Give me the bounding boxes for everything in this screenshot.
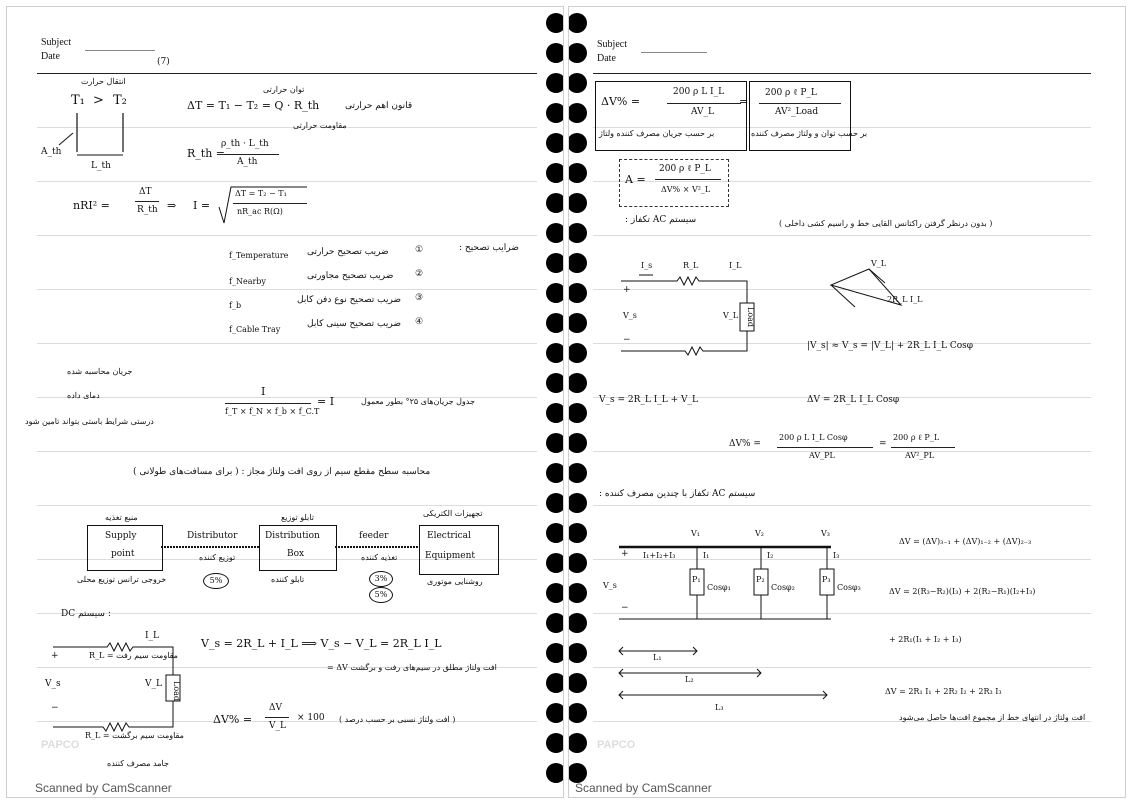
factor-burial-symbol: f_b bbox=[229, 301, 242, 310]
dc-bottom-note: جامد مصرف کننده bbox=[107, 759, 169, 768]
left-subject-label: Subject bbox=[41, 37, 71, 48]
factor-4-number: ④ bbox=[415, 317, 424, 327]
t2-label: T₂ bbox=[113, 93, 127, 108]
nri-lhs: nRI² = bbox=[73, 199, 110, 212]
binding-hole bbox=[546, 583, 564, 603]
box1-note: بر حسب جریان مصرف کننده ولتاژ bbox=[599, 129, 715, 138]
ac-single-phase-remark: ( بدون درنظر گرفتن راکتانس القایی خط و راسیم کشی داخلی ) bbox=[779, 219, 993, 228]
ac-percent-lhs: ΔV% = bbox=[729, 439, 761, 449]
right-date-label: Date bbox=[597, 53, 616, 64]
ac-percent-den-2: AV²_PL bbox=[905, 451, 935, 460]
dist-box-line-2: Box bbox=[287, 549, 305, 559]
nri-numerator: ΔT bbox=[139, 187, 152, 197]
camscanner-footer: Scanned by CamScanner bbox=[575, 781, 712, 795]
binding-hole bbox=[568, 733, 587, 753]
right-subject-label: Subject bbox=[597, 39, 627, 50]
dc-rl-top-note: R_L = مقاومت سیم رفت bbox=[89, 651, 178, 660]
length-l3: L₃ bbox=[715, 703, 724, 712]
ac-load-label: Load bbox=[746, 307, 755, 328]
current-table-note: جدول جریان‌های ۲۵° بطور معمول bbox=[361, 397, 475, 406]
dc-source-voltage: V_s bbox=[45, 679, 61, 689]
multi-equation-2: ΔV = 2(R₃−R₂)(I₃) + 2(R₂−R₁)(I₂+I₃) bbox=[889, 587, 1036, 596]
dc-load-label: Load bbox=[172, 681, 181, 702]
box1-lhs: ΔV% = bbox=[601, 95, 641, 108]
factor-temperature-text: ضریب تصحیح حرارتی bbox=[307, 247, 389, 257]
ac-load-voltage: V_L bbox=[723, 311, 739, 320]
dc-equation-1-note: افت ولتاژ مطلق در سیم‌های رفت و برگشت ΔV = bbox=[327, 663, 497, 672]
length-l2: L₂ bbox=[685, 675, 694, 684]
multi-load-circuit bbox=[569, 7, 1125, 727]
multi-equation-note: افت ولتاژ در انتهای خط از مجموع افت‌ها حاصل می‌شود bbox=[899, 713, 1086, 722]
sqrt-numerator: ΔT = T₂ − T₁ bbox=[235, 189, 287, 198]
binding-hole bbox=[546, 523, 564, 543]
supply-line-1: Supply bbox=[105, 531, 137, 541]
thermal-power-note: توان حرارتی bbox=[263, 85, 305, 94]
dist-box-line-1: Distribution bbox=[265, 531, 320, 541]
branch-current-3: I₃ bbox=[833, 551, 840, 560]
binding-hole bbox=[546, 763, 564, 783]
dc-percent-denominator: V_L bbox=[269, 721, 286, 731]
binding-hole bbox=[546, 613, 564, 633]
ac-percent-num-1: 200 ρ L I_L Cosφ bbox=[779, 433, 848, 442]
dist-box-top-note: تابلو توزیع bbox=[281, 513, 314, 522]
ac-line-resistance-top: R_L bbox=[683, 261, 699, 270]
rth-denominator: A_th bbox=[237, 157, 258, 167]
correction-factors-title: ضرایب تصحیح : bbox=[459, 243, 519, 253]
factor-cable-tray-text: ضریب تصحیح سینی کابل bbox=[307, 319, 401, 329]
feeder-percent-a: 3% bbox=[369, 571, 393, 587]
ac-percent-num-2: 200 ρ ℓ P_L bbox=[893, 433, 940, 442]
load-pf-1: Cosφ₁ bbox=[707, 583, 731, 592]
branch-current-2: I₂ bbox=[767, 551, 774, 560]
binding-hole bbox=[546, 223, 564, 243]
rth-numerator: ρ_th · L_th bbox=[221, 139, 269, 149]
dc-percent-numerator: ΔV bbox=[269, 703, 282, 713]
multi-plus-sign: + bbox=[621, 549, 629, 559]
binding-hole bbox=[546, 343, 564, 363]
equip-bottom-note: روشنایی موتوری bbox=[427, 577, 483, 586]
ac-percent-equals: = bbox=[879, 439, 887, 449]
factor-cable-tray-symbol: f_Cable Tray bbox=[229, 325, 281, 334]
equip-line-1: Electrical bbox=[427, 531, 471, 541]
binding-hole bbox=[546, 43, 564, 63]
dc-percent-fraction-bar bbox=[265, 717, 289, 718]
factor-temperature-symbol: f_Temperature bbox=[229, 251, 289, 260]
factor-2-number: ② bbox=[415, 269, 424, 279]
dc-load-current: I_L bbox=[145, 631, 160, 641]
left-date-label: Date bbox=[41, 51, 60, 62]
dist-box-bottom-note: تابلو کننده bbox=[271, 575, 305, 584]
dc-minus-sign: − bbox=[51, 703, 59, 713]
binding-hole bbox=[546, 703, 564, 723]
heat-transfer-note: انتقال حرارت bbox=[81, 77, 126, 86]
box2-note: بر حسب توان و ولتاژ مصرف کننده bbox=[751, 129, 868, 138]
ac-plus-sign: + bbox=[623, 285, 631, 295]
current-numerator: I bbox=[261, 385, 266, 398]
binding-hole bbox=[546, 73, 564, 93]
factor-nearby-text: ضریب تصحیح مجاورتی bbox=[307, 271, 394, 281]
load-pf-3: Cosφ₃ bbox=[837, 583, 861, 592]
distributor-label: Distributor bbox=[187, 531, 238, 541]
box2-equals: = bbox=[739, 95, 749, 108]
greater-than: > bbox=[93, 93, 104, 108]
thermal-ohm-law-note: قانون اهم حرارتی bbox=[345, 101, 413, 111]
ac-equation-1: |V_s| ≈ V_s = |V_L| + 2R_L I_L Cosφ bbox=[807, 341, 974, 351]
binding-hole bbox=[546, 673, 564, 693]
dc-equation-1: V_s = 2R_L + I_L ⟹ V_s − V_L = 2R_L I_L bbox=[201, 637, 442, 650]
box2-denominator: AV²_Load bbox=[775, 107, 819, 117]
binding-hole bbox=[546, 403, 564, 423]
factor-1-number: ① bbox=[415, 245, 424, 255]
feeder-fa: تغذیه کننده bbox=[361, 553, 398, 562]
camscanner-footer: Scanned by CamScanner bbox=[35, 781, 172, 795]
sqrt-denominator: nR_ac R(Ω) bbox=[237, 207, 283, 216]
binding-hole bbox=[546, 313, 564, 333]
ac-single-phase-title: سیستم AC تکفاز : bbox=[625, 215, 697, 225]
current-equals: = I bbox=[317, 395, 335, 408]
dc-plus-sign: + bbox=[51, 651, 59, 661]
load-p3: P₃ bbox=[822, 575, 831, 584]
length-l1: L₁ bbox=[653, 653, 662, 662]
distributor-fa: توزیع کننده bbox=[199, 553, 236, 562]
phasor-drop-label: 2R_L I_L bbox=[887, 295, 923, 304]
current-lhs: I = bbox=[193, 199, 211, 212]
ac-minus-sign: − bbox=[623, 335, 631, 345]
feeder-label: feeder bbox=[359, 531, 389, 541]
area-th-label: A_th bbox=[41, 147, 62, 157]
delta-t-equation: ΔT = T₁ − T₂ = Q · R_th bbox=[187, 99, 320, 112]
ac-source-voltage: V_s bbox=[623, 311, 637, 320]
factor-burial-text: ضریب تصحیح نوع دفن کابل bbox=[297, 295, 402, 305]
box3-lhs: A = bbox=[625, 173, 646, 186]
dc-percent-lhs: ΔV% = bbox=[213, 713, 253, 726]
t1-label: T₁ bbox=[71, 93, 85, 108]
binding-hole bbox=[546, 733, 564, 753]
left-notebook-page bbox=[6, 6, 564, 798]
node-v1: V₁ bbox=[691, 529, 700, 538]
binding-hole bbox=[546, 253, 564, 273]
factor-nearby-symbol: f_Nearby bbox=[229, 277, 266, 286]
dc-rl-bottom-note: R_L = مقاومت سیم برگشت bbox=[85, 731, 184, 740]
binding-hole bbox=[546, 433, 564, 453]
binding-hole bbox=[546, 193, 564, 213]
supply-top-note: منبع تغذیه bbox=[105, 513, 138, 522]
dc-system-title: DC سیستم : bbox=[61, 609, 111, 619]
left-page-number: (7) bbox=[157, 57, 170, 67]
implies-arrow: ⇒ bbox=[167, 199, 177, 212]
multi-minus-sign: − bbox=[621, 603, 629, 613]
equip-line-2: Equipment bbox=[425, 551, 476, 561]
dc-percent-times-100: × 100 bbox=[297, 713, 325, 723]
ac-equation-2: V_s = 2R_L I_L + V_L bbox=[599, 395, 698, 405]
binding-hole bbox=[546, 463, 564, 483]
binding-hole bbox=[546, 553, 564, 573]
load-p2: P₂ bbox=[756, 575, 765, 584]
given-temp-note: دمای داده bbox=[67, 391, 100, 400]
rth-lhs: R_th = bbox=[187, 147, 226, 160]
equip-top-note: تجهیزات الکتریکی bbox=[423, 509, 483, 518]
multi-source-voltage: V_s bbox=[603, 581, 617, 590]
total-current: I₁+I₂+I₃ bbox=[643, 551, 676, 560]
binding-hole bbox=[546, 283, 564, 303]
papco-logo: PAPCO bbox=[597, 739, 636, 751]
supply-line-2: point bbox=[111, 549, 135, 559]
right-notebook-page bbox=[568, 6, 1126, 798]
box2-numerator: 200 ρ ℓ P_L bbox=[765, 88, 817, 98]
binding-hole bbox=[546, 493, 564, 513]
papco-logo: PAPCO bbox=[41, 739, 80, 751]
ac-percent-den-1: AV_PL bbox=[809, 451, 835, 460]
current-denominator: f_T × f_N × f_b × f_C.T bbox=[225, 407, 320, 416]
ac-multi-load-title: سیستم AC تکفاز با چندین مصرف کننده : bbox=[599, 489, 756, 499]
branch-current-1: I₁ bbox=[703, 551, 710, 560]
distributor-percent: 5% bbox=[203, 573, 229, 589]
node-v3: V₃ bbox=[821, 529, 830, 538]
length-th-label: L_th bbox=[91, 161, 111, 171]
box1-denominator: AV_L bbox=[691, 107, 715, 117]
ac-load-current: I_L bbox=[729, 261, 742, 270]
load-pf-2: Cosφ₂ bbox=[771, 583, 795, 592]
binding-hole bbox=[546, 163, 564, 183]
box3-denominator: ΔV% × V²_L bbox=[661, 185, 711, 194]
binding-hole bbox=[546, 103, 564, 123]
condition-note: درستی شرایط باستی بتواند تامین شود bbox=[25, 417, 154, 426]
phasor-vl-label: V_L bbox=[871, 259, 887, 268]
supply-bottom-note: خروجی ترانس توزیع محلی bbox=[77, 575, 167, 584]
multi-equation-3: + 2R₁(I₁ + I₂ + I₃) bbox=[889, 635, 962, 644]
binding-hole bbox=[568, 763, 587, 783]
thermal-resistance-note: مقاومت حرارتی bbox=[293, 121, 347, 130]
load-p1: P₁ bbox=[692, 575, 701, 584]
binding-hole bbox=[546, 373, 564, 393]
multi-equation-4: ΔV = 2R₁ I₁ + 2R₂ I₂ + 2R₃ I₃ bbox=[885, 687, 1002, 696]
ac-equation-3: ΔV = 2R_L I_L Cosφ bbox=[807, 395, 900, 405]
binding-hole bbox=[546, 133, 564, 153]
nri-denominator: R_th bbox=[137, 205, 158, 215]
multi-equation-1: ΔV = (ΔV)₃₋₁ + (ΔV)₁₋₂ + (ΔV)₂₋₃ bbox=[899, 537, 1032, 546]
box3-numerator: 200 ρ ℓ P_L bbox=[659, 164, 711, 174]
box1-numerator: 200 ρ L I_L bbox=[673, 87, 725, 97]
feeder-percent-b: 5% bbox=[369, 587, 393, 603]
ac-source-current: I_s bbox=[641, 261, 653, 270]
dc-percent-note: ( افت ولتاژ نسبی بر حسب درصد ) bbox=[339, 715, 456, 724]
section-title-voltage-drop: محاسبه سطح مقطع سیم از روی افت ولتاژ مجاز : ( برای مسافت‌های طولانی ) bbox=[133, 467, 431, 477]
dc-load-voltage: V_L bbox=[145, 679, 162, 689]
binding-hole bbox=[546, 643, 564, 663]
node-v2: V₂ bbox=[755, 529, 764, 538]
calculated-current-note: جریان محاسبه شده bbox=[67, 367, 133, 376]
factor-3-number: ③ bbox=[415, 293, 424, 303]
binding-hole bbox=[546, 13, 564, 33]
